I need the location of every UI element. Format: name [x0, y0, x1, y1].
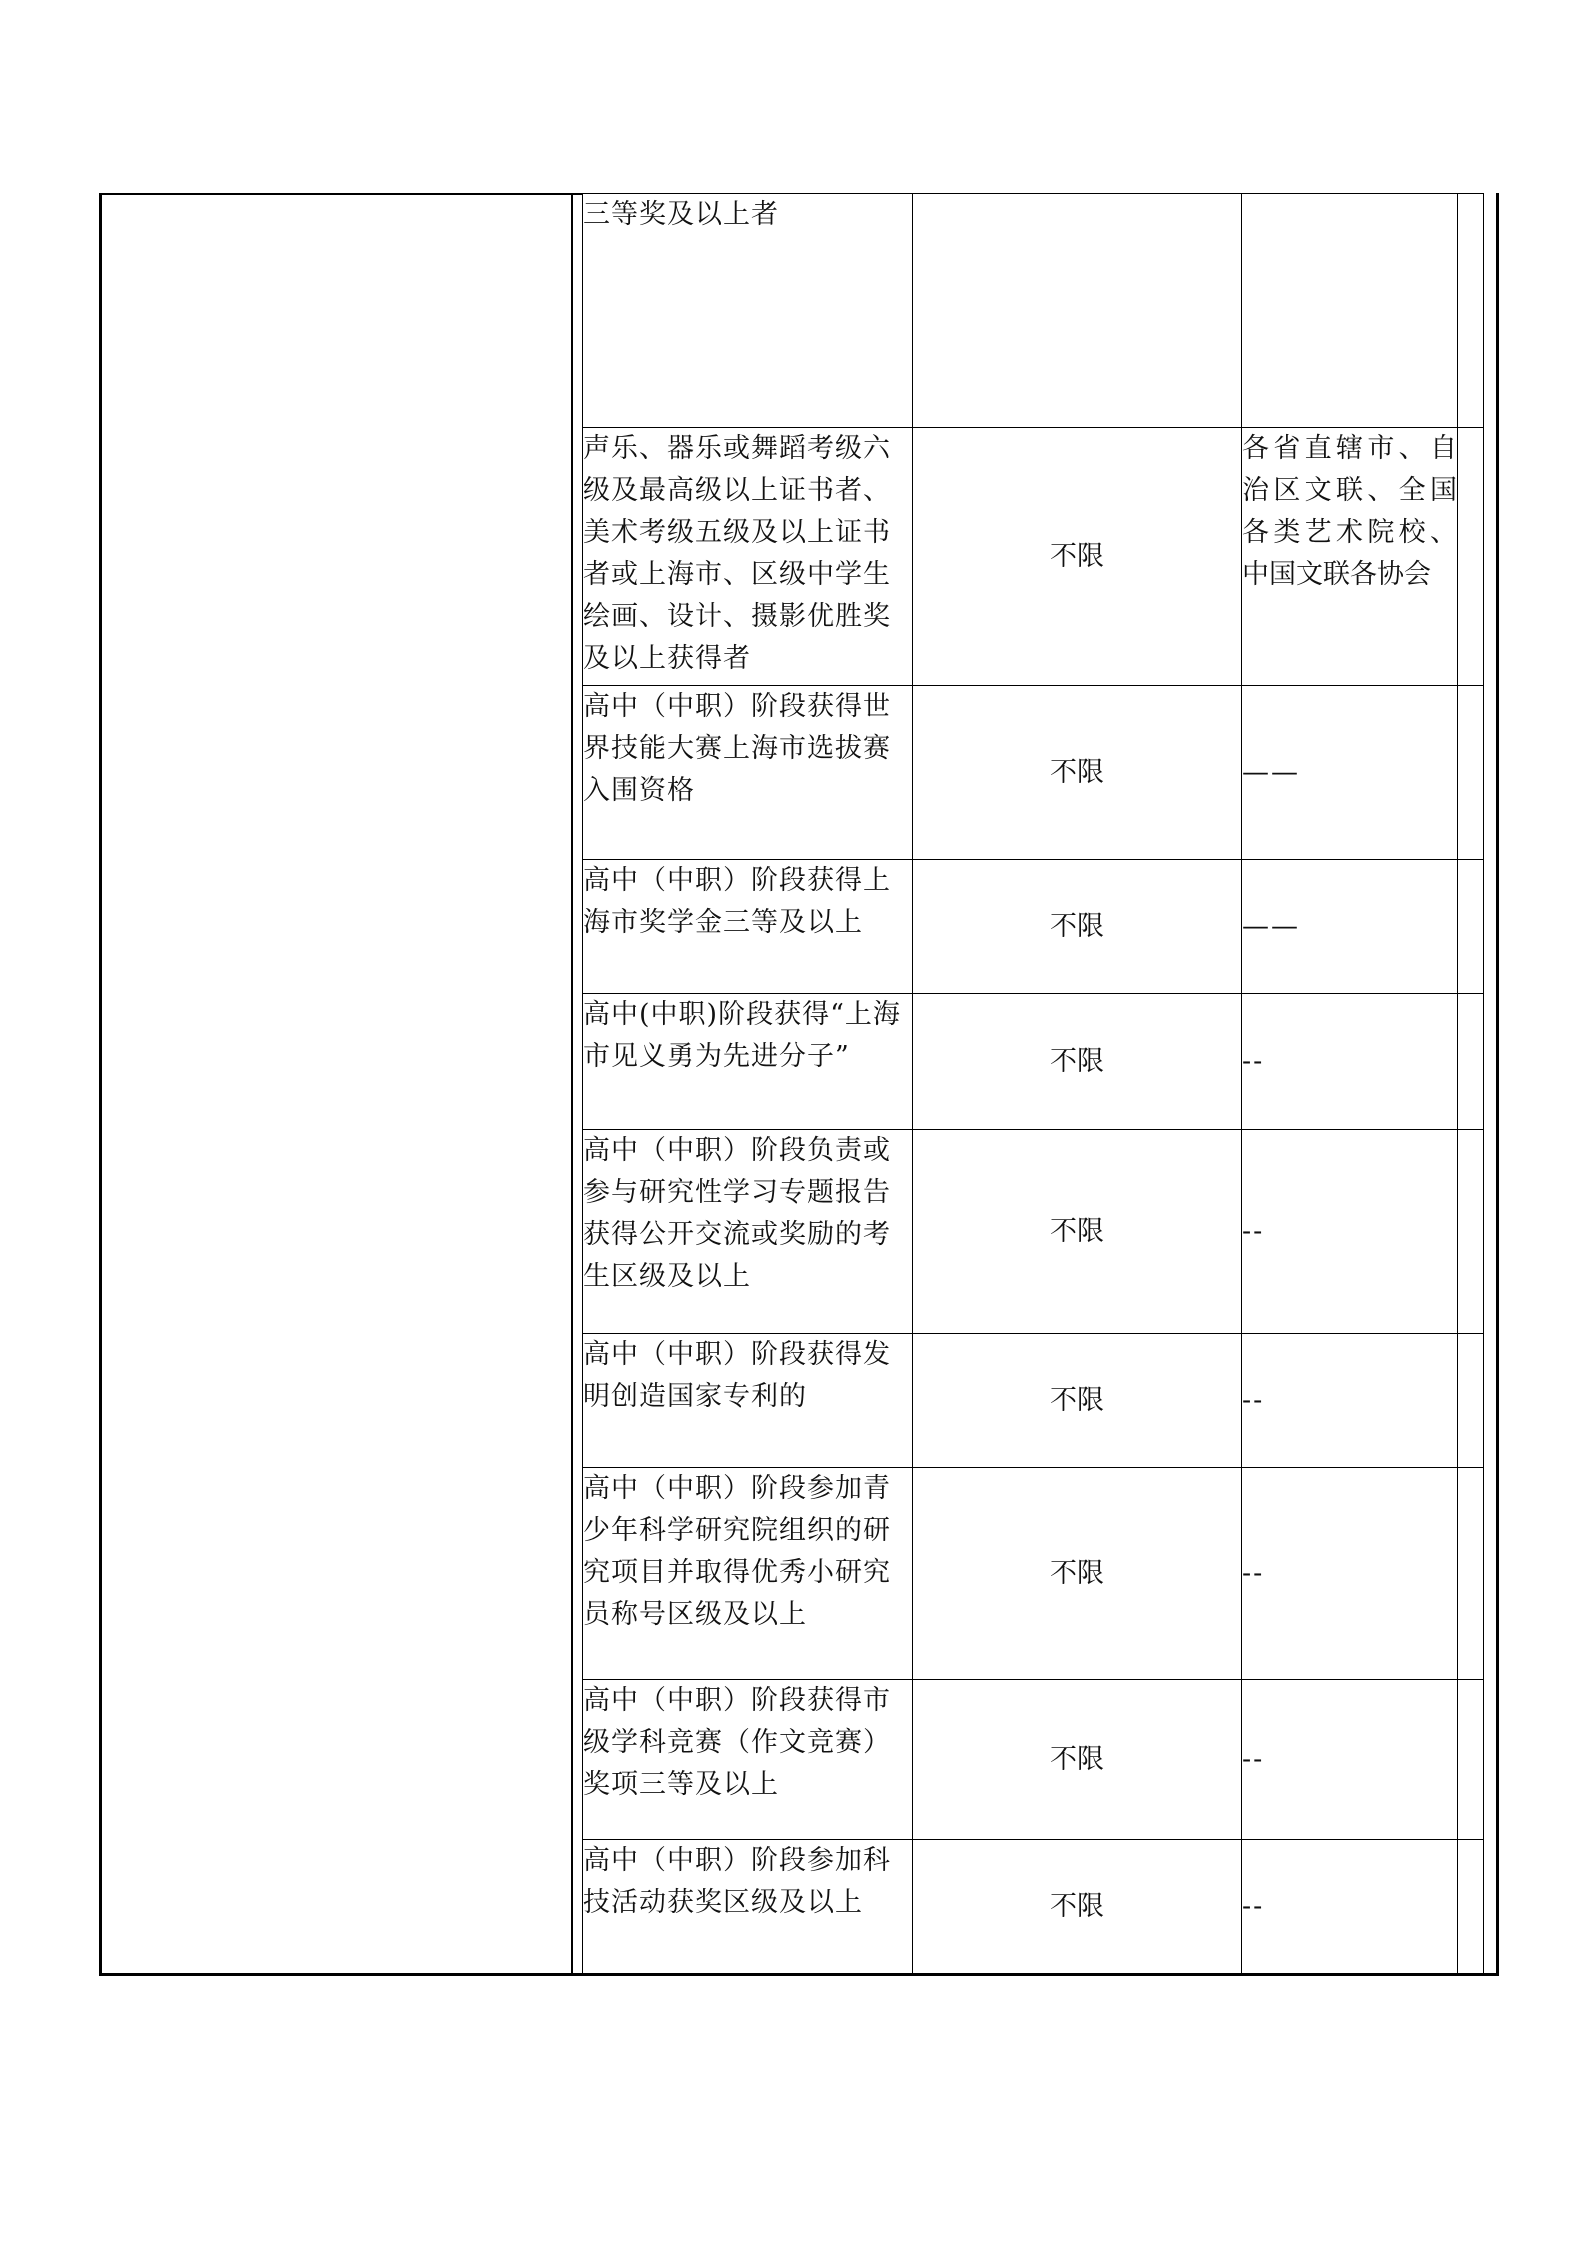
- scope-cell: 不限: [913, 1840, 1242, 1974]
- organizer-cell: --: [1242, 994, 1458, 1130]
- table-row: [583, 1334, 1484, 1468]
- scope-cell: 不限: [913, 1468, 1242, 1680]
- condition-cell: 高中（中职）阶段获得市级学科竞赛（作文竞赛）奖项三等及以上: [583, 1680, 913, 1840]
- spacer-cell: [1458, 860, 1484, 994]
- condition-cell: 高中（中职）阶段负责或参与研究性学习专题报告获得公开交流或奖励的考生区级及以上: [583, 1130, 913, 1334]
- table-row: [583, 1468, 1484, 1680]
- condition-cell: 高中(中职)阶段获得“上海市见义勇为先进分子”: [583, 994, 913, 1130]
- spacer-cell: [1458, 686, 1484, 860]
- organizer-cell: ——: [1242, 860, 1458, 994]
- requirements-table: [582, 193, 1484, 1974]
- spacer-cell: [1458, 1468, 1484, 1680]
- table-row: [583, 994, 1484, 1130]
- condition-cell: 声乐、器乐或舞蹈考级六级及最高级以上证书者、美术考级五级及以上证书者或上海市、区级中学生绘画、设计、摄影优胜奖及以上获得者: [583, 428, 913, 686]
- spacer-cell: [1458, 1840, 1484, 1974]
- table-left-border: [99, 193, 102, 1975]
- scope-cell: 不限: [913, 860, 1242, 994]
- table-row: [583, 860, 1484, 994]
- spacer-cell: [1458, 1680, 1484, 1840]
- table-row: [583, 194, 1484, 428]
- spacer-cell: [1458, 1334, 1484, 1468]
- organizer-cell: 各省直辖市、自治区文联、全国各类艺术院校、中国文联各协会: [1242, 428, 1458, 686]
- condition-cell: 高中（中职）阶段参加青少年科学研究院组织的研究项目并取得优秀小研究员称号区级及以上: [583, 1468, 913, 1680]
- table-row: [583, 1130, 1484, 1334]
- condition-cell: 高中（中职）阶段参加科技活动获奖区级及以上: [583, 1840, 913, 1974]
- scope-cell: [913, 194, 1242, 428]
- organizer-cell: --: [1242, 1334, 1458, 1468]
- organizer-cell: ——: [1242, 686, 1458, 860]
- scope-cell: 不限: [913, 1334, 1242, 1468]
- spacer-cell: [1458, 428, 1484, 686]
- scope-cell: 不限: [913, 686, 1242, 860]
- table-row: [583, 1680, 1484, 1840]
- spacer-cell: [1458, 1130, 1484, 1334]
- organizer-cell: --: [1242, 1680, 1458, 1840]
- table-top-border-left: [99, 193, 583, 195]
- condition-cell: 高中（中职）阶段获得世界技能大赛上海市选拔赛入围资格: [583, 686, 913, 860]
- condition-cell: 高中（中职）阶段获得上海市奖学金三等及以上: [583, 860, 913, 994]
- table-row: [583, 428, 1484, 686]
- condition-cell: 高中（中职）阶段获得发明创造国家专利的: [583, 1334, 913, 1468]
- scope-cell: 不限: [913, 1680, 1242, 1840]
- organizer-cell: --: [1242, 1468, 1458, 1680]
- organizer-cell: --: [1242, 1840, 1458, 1974]
- spacer-cell: [1458, 194, 1484, 428]
- scope-cell: 不限: [913, 994, 1242, 1130]
- organizer-cell: [1242, 194, 1458, 428]
- organizer-cell: --: [1242, 1130, 1458, 1334]
- table-row: [583, 1840, 1484, 1974]
- scope-cell: 不限: [913, 1130, 1242, 1334]
- condition-cell: 三等奖及以上者: [583, 194, 913, 428]
- spacer-cell: [1458, 994, 1484, 1130]
- scope-cell: 不限: [913, 428, 1242, 686]
- table-right-border: [1496, 193, 1499, 1975]
- column-divider-1: [571, 193, 573, 1975]
- table-row: [583, 686, 1484, 860]
